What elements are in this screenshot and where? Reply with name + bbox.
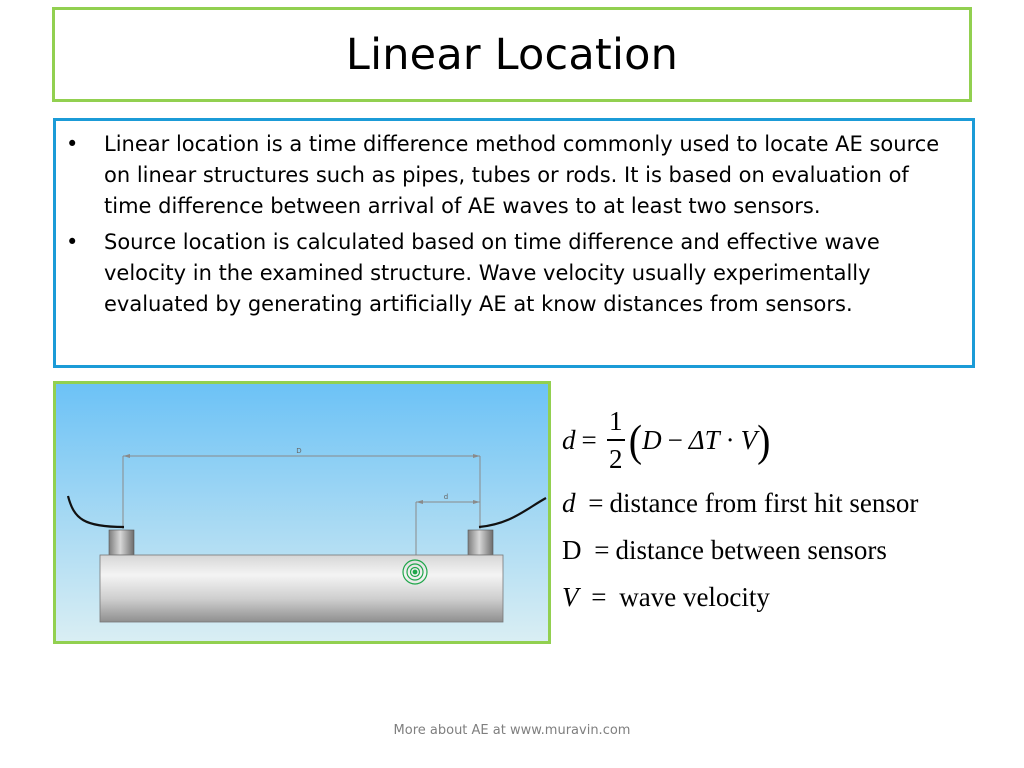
bullet-item — [66, 227, 946, 320]
eq-fraction — [607, 406, 625, 474]
def-symbol: V — [562, 582, 579, 612]
eq-equals: = — [581, 424, 597, 455]
eq-delta-T: ΔT — [688, 424, 720, 455]
eq-minus: − — [667, 424, 683, 455]
title-box — [52, 7, 972, 102]
definition-d — [562, 480, 1022, 527]
def-equals: = — [594, 535, 610, 565]
dimension-D-label: D — [296, 447, 302, 455]
eq-dot: · — [725, 424, 735, 455]
bullet-text: Source location is calculated based on time difference and effective wave velocity in the examined structure. Wave velocity usually experimentally evaluated by generating artificially AE at know distances from sensors. — [104, 230, 880, 316]
pipe-figure-frame — [53, 381, 551, 644]
pipe — [100, 555, 503, 622]
definition-V — [562, 574, 1022, 621]
def-text: distance from first hit sensor — [609, 488, 919, 518]
right-sensor — [468, 530, 493, 555]
location-equation — [562, 400, 1022, 480]
def-text: distance between sensors — [615, 535, 887, 565]
def-text: wave velocity — [612, 582, 770, 612]
pipe-diagram — [56, 384, 548, 641]
fraction-bar — [607, 439, 625, 441]
left-sensor — [109, 530, 134, 555]
equations-block — [562, 400, 1022, 621]
def-symbol: d — [562, 488, 576, 518]
bullet-box — [53, 118, 975, 368]
bullet-text: Linear location is a time difference method commonly used to locate AE source on linear structures such as pipes, tubes or rods. It is based on evaluation of time difference between arrival of AE waves to at least two sensors. — [104, 132, 940, 218]
def-equals: = — [588, 488, 604, 518]
eq-open-paren: ( — [628, 415, 643, 465]
bullet-item — [66, 129, 946, 222]
bullet-icon: • — [66, 230, 79, 254]
eq-D: D — [642, 424, 662, 455]
dimension-d-label: d — [443, 493, 449, 501]
bullet-list — [56, 121, 972, 320]
eq-close-paren: ) — [757, 415, 771, 465]
eq-V: V — [740, 424, 758, 455]
bullet-icon: • — [66, 132, 79, 156]
slide-title: Linear Location — [345, 29, 679, 80]
footer-link-text: More about AE at www.muravin.com — [393, 723, 631, 738]
def-equals: = — [591, 582, 607, 612]
eq-denominator: 2 — [608, 443, 623, 474]
eq-lhs: d — [562, 424, 576, 455]
ae-source-icon — [403, 560, 427, 584]
def-symbol: D — [562, 535, 582, 565]
eq-numerator: 1 — [608, 406, 623, 437]
definition-D — [562, 527, 1022, 574]
